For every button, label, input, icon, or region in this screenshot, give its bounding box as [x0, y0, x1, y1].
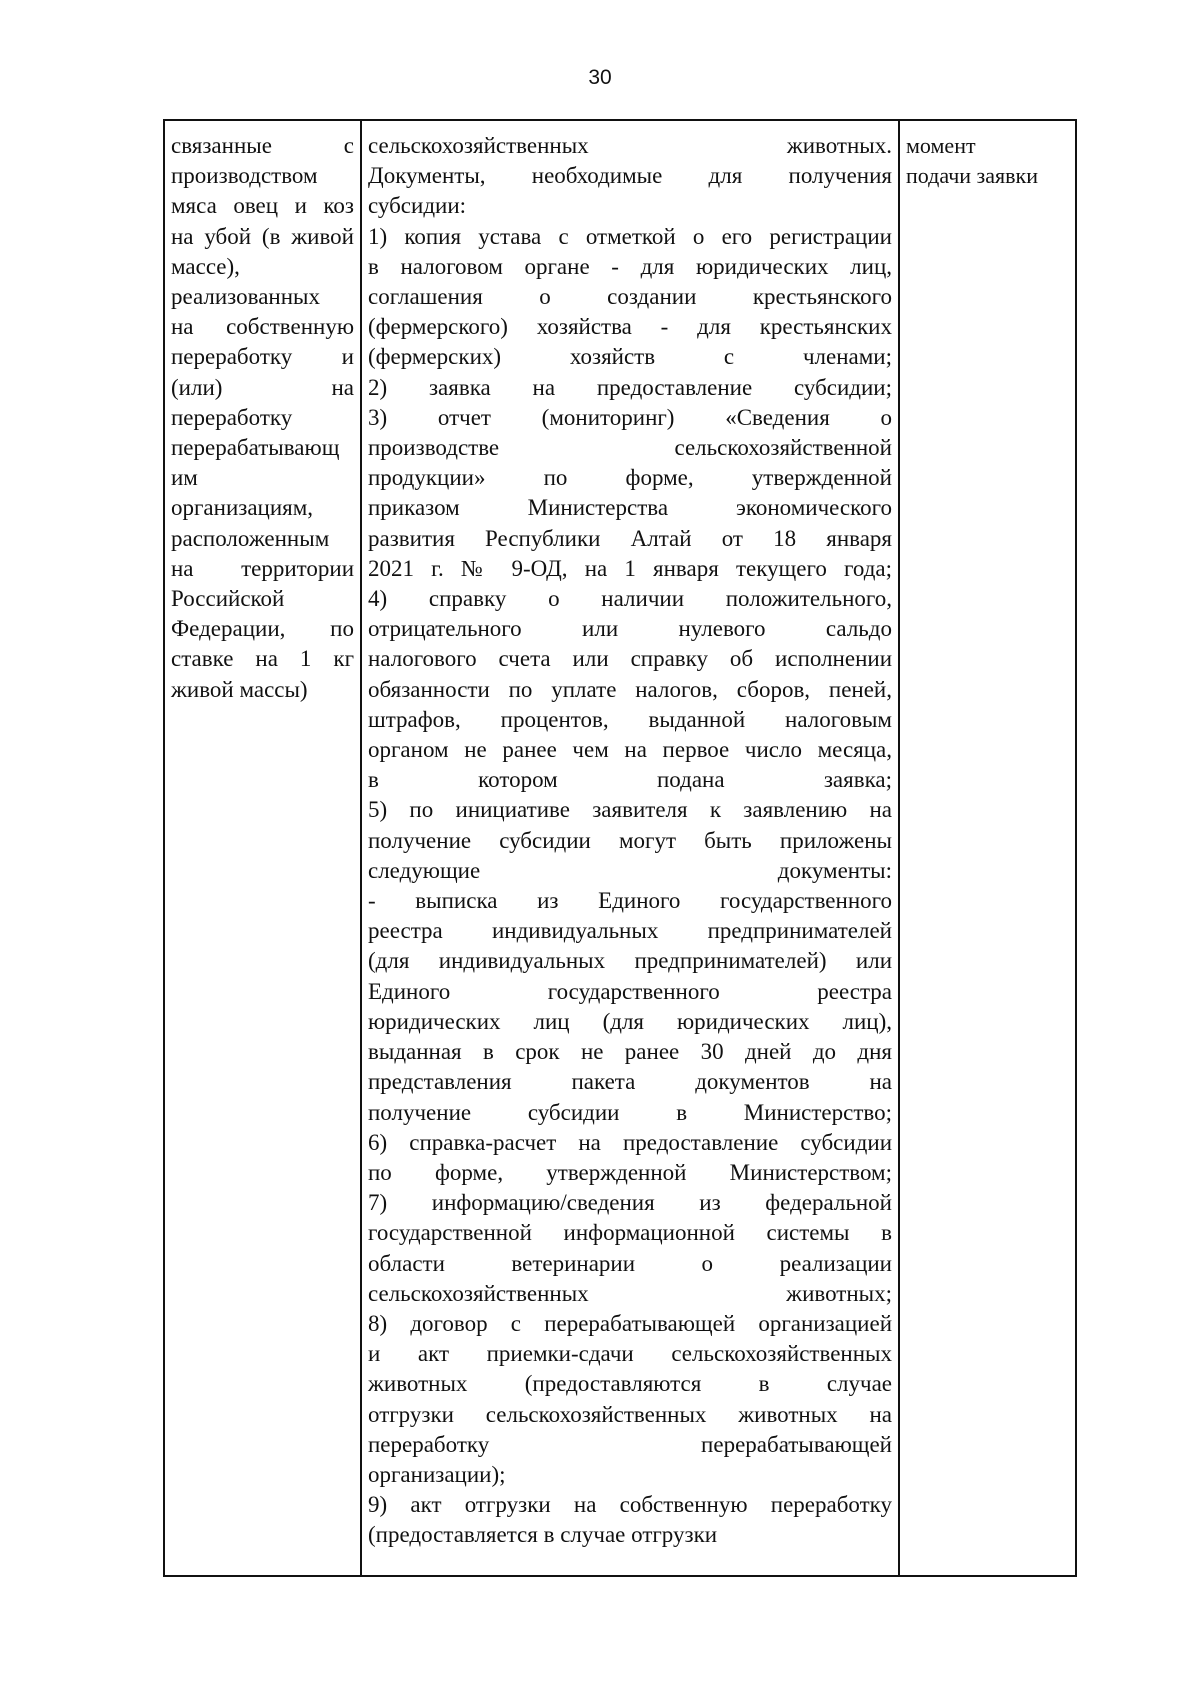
required-documents-line: юридических лиц (для юридических лиц),	[368, 1008, 892, 1034]
subsidy-purpose-line: расположенным	[171, 525, 330, 551]
required-documents-line: 6) справка-расчет на предоставление субсидии	[368, 1129, 892, 1155]
subsidy-purpose-cell	[164, 120, 361, 1576]
required-documents-line: обязанности по уплате налогов, сборов, пеней,	[368, 676, 892, 702]
required-documents-line: реестра индивидуальных предпринимателей	[368, 918, 892, 944]
subsidy-purpose-line: перерабатывающ	[171, 435, 340, 461]
required-documents-line: получение субсидии могут быть приложены	[368, 827, 892, 853]
subsidy-purpose-line: производством	[171, 163, 318, 189]
subsidy-purpose-line: связанные с	[171, 133, 354, 158]
subsidy-purpose-line: мяса овец и коз	[171, 193, 354, 219]
subsidy-purpose-line: реализованных	[171, 284, 320, 310]
required-documents-line: штрафов, процентов, выданной налоговым	[368, 706, 892, 732]
required-documents-line: сельскохозяйственных животных;	[368, 1280, 892, 1306]
required-documents-line: приказом Министерства экономического	[368, 495, 892, 521]
required-documents-line: развития Республики Алтай от 18 января	[368, 525, 892, 551]
required-documents-line: получение субсидии в Министерство;	[368, 1099, 892, 1125]
required-documents-line: сельскохозяйственных животных.	[368, 133, 892, 158]
required-documents-line: (для индивидуальных предпринимателей) или	[368, 948, 892, 974]
subsidy-purpose-line: массе),	[171, 253, 240, 279]
required-documents-line: (предоставляется в случае отгрузки	[368, 1522, 718, 1548]
table-row	[164, 120, 1076, 1576]
subsidy-purpose-line: на территории	[171, 555, 354, 581]
required-documents-line: и акт приемки-сдачи сельскохозяйственных	[368, 1341, 892, 1367]
required-documents-line: 4) справку о наличии положительного,	[368, 586, 892, 612]
subsidy-purpose-line: Федерации, по	[171, 616, 354, 642]
subsidy-purpose-line: на собственную	[171, 314, 354, 340]
required-documents-line: налогового счета или справку об исполнении	[368, 646, 892, 672]
required-documents-line: отрицательного или нулевого сальдо	[368, 616, 892, 642]
subsidy-purpose-line: на убой (в живой	[171, 223, 354, 249]
required-documents-line: области ветеринарии о реализации	[368, 1250, 892, 1276]
required-documents-line: - выписка из Единого государственного	[368, 888, 892, 914]
subsidy-purpose-line: организациям,	[171, 495, 314, 521]
required-documents-line: отгрузки сельскохозяйственных животных на	[368, 1401, 892, 1427]
required-documents-line: (фермерского) хозяйства - для крестьянских	[368, 314, 892, 340]
required-documents-text	[368, 131, 892, 1551]
required-documents-line: Документы, необходимые для получения	[368, 163, 892, 189]
required-documents-cell	[361, 120, 899, 1576]
page-number: 30	[588, 66, 612, 89]
subsidy-purpose-line: (или) на	[171, 374, 354, 400]
subsidy-purpose-line: переработку	[171, 404, 293, 430]
required-documents-line: 9) акт отгрузки на собственную переработку	[368, 1492, 892, 1518]
required-documents-line: 5) по инициативе заявителя к заявлению на	[368, 797, 892, 823]
required-documents-line: (фермерских) хозяйств с членами;	[368, 344, 892, 370]
required-documents-line: следующие документы:	[368, 857, 892, 883]
required-documents-line: в котором подана заявка;	[368, 767, 892, 793]
required-documents-line: 1) копия устава с отметкой о его регистрации	[368, 223, 892, 249]
required-documents-line: 7) информацию/сведения из федеральной	[368, 1190, 892, 1216]
subsidy-purpose-line: Российской	[171, 586, 285, 612]
required-documents-line: переработку перерабатывающей	[368, 1431, 892, 1457]
subsidy-purpose-line: ставке на 1 кг	[171, 646, 354, 672]
subsidy-purpose-line: переработку и	[171, 344, 354, 370]
subsidy-purpose-line: живой массы)	[171, 676, 308, 702]
required-documents-line: животных (предоставляются в случае	[368, 1371, 892, 1397]
required-documents-line: выданная в срок не ранее 30 дней до дня	[368, 1039, 892, 1065]
deadline-text: момент подачи заявки	[906, 133, 1038, 189]
required-documents-line: производстве сельскохозяйственной	[368, 435, 892, 461]
required-documents-line: по форме, утвержденной Министерством;	[368, 1159, 892, 1185]
required-documents-line: продукции» по форме, утвержденной	[368, 465, 892, 491]
required-documents-line: Единого государственного реестра	[368, 978, 892, 1004]
subsidy-purpose-text	[171, 131, 354, 705]
required-documents-line: государственной информационной системы в	[368, 1220, 892, 1246]
required-documents-line: органом не ранее чем на первое число месяца,	[368, 737, 892, 763]
required-documents-line: в налоговом органе - для юридических лиц,	[368, 253, 892, 279]
required-documents-line: 2) заявка на предоставление субсидии;	[368, 374, 892, 400]
required-documents-line: соглашения о создании крестьянского	[368, 284, 892, 310]
required-documents-line: 8) договор с перерабатывающей организацией	[368, 1310, 892, 1336]
required-documents-line: субсидии:	[368, 193, 467, 219]
required-documents-line: 3) отчет (мониторинг) «Сведения о	[368, 404, 892, 430]
required-documents-line: организации);	[368, 1461, 506, 1487]
deadline-cell	[899, 120, 1076, 1576]
required-documents-line: 2021 г. № 9-ОД, на 1 января текущего года;	[368, 555, 892, 581]
document-table	[163, 119, 1077, 1577]
required-documents-line: представления пакета документов на	[368, 1069, 892, 1095]
subsidy-purpose-line: им	[171, 465, 198, 491]
